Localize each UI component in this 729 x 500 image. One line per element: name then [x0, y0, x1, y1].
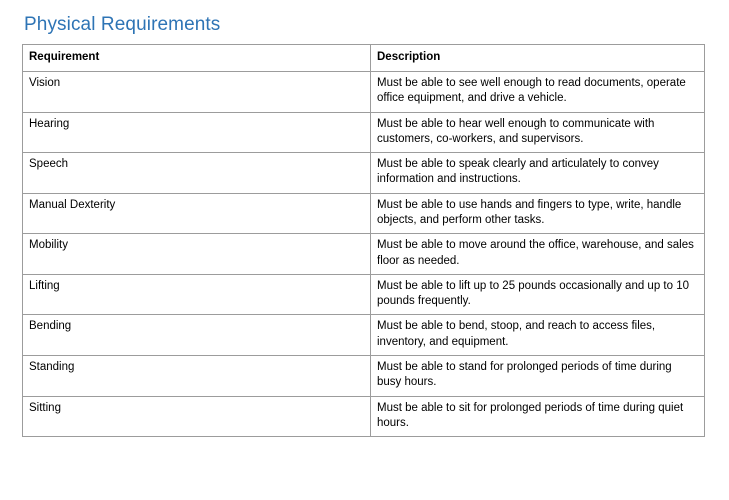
table-row — [23, 193, 705, 234]
table-row — [23, 274, 705, 315]
column-header-requirement: Requirement — [23, 44, 371, 71]
table-row — [23, 315, 705, 356]
table-header-row — [23, 44, 705, 71]
physical-requirements-table — [22, 44, 705, 437]
cell-description: Must be able to see well enough to read documents, operate office equipment, and drive a vehicle. — [371, 72, 705, 113]
cell-requirement: Standing — [23, 356, 371, 397]
cell-description: Must be able to bend, stoop, and reach to access files, inventory, and equipment. — [371, 315, 705, 356]
cell-requirement: Vision — [23, 72, 371, 113]
cell-description: Must be able to hear well enough to communicate with customers, co-workers, and supervisors. — [371, 112, 705, 153]
page-title: Physical Requirements — [24, 14, 221, 35]
table-row — [23, 112, 705, 153]
cell-requirement: Bending — [23, 315, 371, 356]
cell-description: Must be able to sit for prolonged periods of time during quiet hours. — [371, 396, 705, 437]
cell-requirement: Manual Dexterity — [23, 193, 371, 234]
column-header-description: Description — [371, 44, 705, 71]
table-row — [23, 356, 705, 397]
cell-requirement: Mobility — [23, 234, 371, 275]
cell-requirement: Lifting — [23, 274, 371, 315]
cell-description: Must be able to move around the office, warehouse, and sales floor as needed. — [371, 234, 705, 275]
table-row — [23, 396, 705, 437]
table-row — [23, 234, 705, 275]
table-row — [23, 153, 705, 194]
cell-description: Must be able to use hands and fingers to type, write, handle objects, and perform other tasks. — [371, 193, 705, 234]
cell-requirement: Hearing — [23, 112, 371, 153]
cell-description: Must be able to speak clearly and articulately to convey information and instructions. — [371, 153, 705, 194]
table-row — [23, 72, 705, 113]
cell-description: Must be able to lift up to 25 pounds occasionally and up to 10 pounds frequently. — [371, 274, 705, 315]
cell-requirement: Sitting — [23, 396, 371, 437]
table-body — [23, 72, 705, 437]
cell-description: Must be able to stand for prolonged periods of time during busy hours. — [371, 356, 705, 397]
cell-requirement: Speech — [23, 153, 371, 194]
